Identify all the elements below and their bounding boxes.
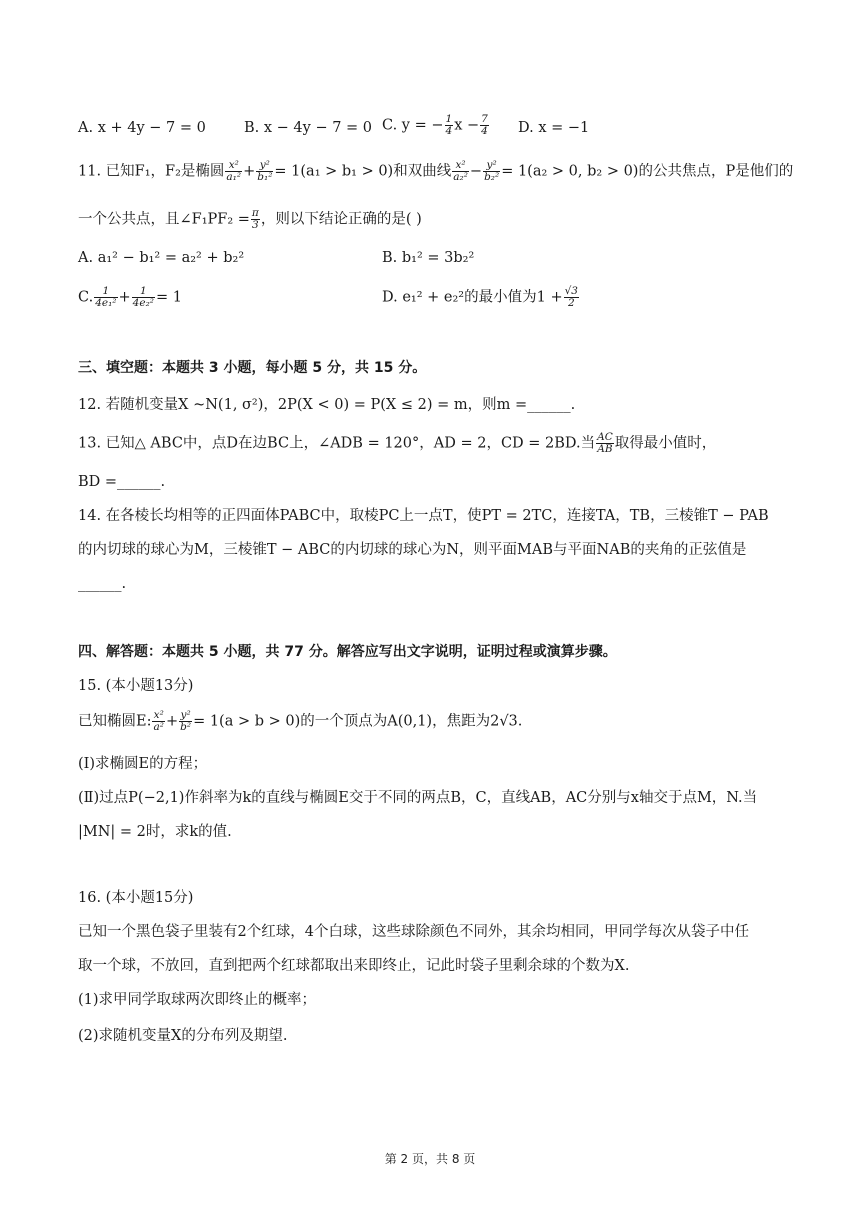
q15-part-i: (Ⅰ)求椭圆E的方程； <box>78 756 208 772</box>
section4-heading: 四、解答题：本题共 5 小题，共 77 分。解答应写出文字说明，证明过程或演算步骤。 <box>78 644 617 660</box>
q10-option-b: B. x − 4y − 7 = 0 <box>244 120 373 136</box>
page-footer: 第 2 页，共 8 页 <box>384 1152 476 1166</box>
section3-heading: 三、填空题：本题共 3 小题，每小题 5 分，共 15 分。 <box>78 360 427 376</box>
q11-line2: 一个公共点，且∠F₁PF₂ = $\frac{\pi}{3}$ ，则以下结论正确的是( ) <box>78 207 422 231</box>
q10-option-d: D. x = −1 <box>518 120 590 136</box>
q11-option-a: A. a₁² − b₁² = a₂² + b₂² <box>78 250 245 266</box>
q15-statement: 已知椭圆E: $\frac{\text{x²}}{\text{a²}}$ + $\frac{\text{y²}}{\text{b²}}$ = 1(a > b > 0)的一个顶点为A(0,1)，焦距为2√3. <box>78 709 523 733</box>
q16-part-1: (1)求甲同学取球两次即终止的概率； <box>78 992 317 1008</box>
q15-part-ii-line2: |MN| = 2时，求k的值. <box>78 824 232 840</box>
q16-line2: 取一个球，不放回，直到把两个红球都取出来即终止，记此时袋子里剩余球的个数为X. <box>78 958 630 974</box>
q14-line2: 的内切球的球心为M，三棱锥T − ABC的内切球的球心为N，则平面MAB与平面NAB的夹角的正弦值是 <box>78 542 747 558</box>
q13-line1: 13. 已知△ ABC中，点D在边BC上，∠ADB = 120°，AD = 2，CD = 2BD.当 $\frac{AC}{AB}$ 取得最小值时， <box>78 431 717 455</box>
q16-line1: 已知一个黑色袋子里装有2个红球，4个白球，这些球除颜色不同外，其余均相同，甲同学每次从袋子中任 <box>78 924 749 940</box>
q14-line3: ______. <box>78 576 127 592</box>
q13-line2: BD =______. <box>78 474 166 490</box>
q11-line1: 11. 已知F₁，F₂是椭圆 $\frac{\text{x²}}{\text{a₁²}}$ + $\frac{\text{y²}}{\text{b₁²}}$ = 1(a₁ > b₁ > 0)和双曲线 $\frac{\text{x²}}{\text{a₂²}}$ − $\frac{\text{y²}}{\text{b₂²}}$ = 1(a₂ > 0, b₂ > 0)的公共焦点，P是他们的 <box>78 159 794 183</box>
q14-line1: 14. 在各棱长均相等的正四面体PABC中，取棱PC上一点T，使PT = 2TC，连接TA，TB，三棱锥T − PAB <box>78 508 769 524</box>
q15-part-ii-line1: (Ⅱ)过点P(−2,1)作斜率为k的直线与椭圆E交于不同的两点B，C，直线AB，AC分别与x轴交于点M，N.当 <box>78 790 758 806</box>
q10-option-a: A. x + 4y − 7 = 0 <box>78 120 206 136</box>
q11-option-c: C. $\frac{1}{\text{4e₁²}}$ + $\frac{1}{\text{4e₂²}}$ = 1 <box>78 285 182 309</box>
q15-title: 15. (本小题13分) <box>78 678 194 694</box>
q11-option-b: B. b₁² = 3b₂² <box>382 250 475 266</box>
q16-title: 16. (本小题15分) <box>78 890 194 906</box>
q12-text: 12. 若随机变量X ~N(1, σ²)，2P(X < 0) = P(X ≤ 2) = m，则m =______. <box>78 397 576 413</box>
q11-option-d: D. e₁² + e₂²的最小值为1 + $\frac{√3}{2}$ <box>382 285 578 309</box>
q16-part-2: (2)求随机变量X的分布列及期望. <box>78 1028 288 1044</box>
q10-option-c: C. y = − $\frac{1}{4}$ x − $\frac{7}{4}$ <box>382 113 488 137</box>
